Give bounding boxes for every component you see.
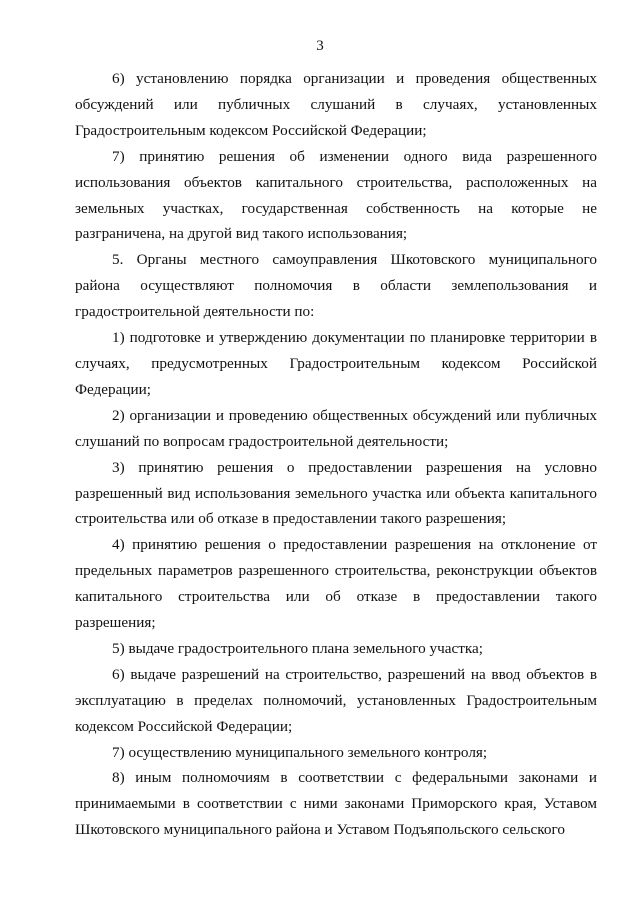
paragraph-item-2-hearings: 2) организации и проведению общественных обсуждений или публичных слушаний по вопросам градостроительной деятельности;	[75, 406, 597, 450]
paragraph-item-3-conditional-use: 3) принятию решения о предоставлении разрешения на условно разрешенный вид использования земельного участка или объекта капитального строительства или об отказе в предоставлении такого разрешения;	[75, 458, 597, 528]
paragraph-item-7-land-use-change: 7) принятию решения об изменении одного вида разрешенного использования объектов капитального строительства, расположенных на земельных участках, государственная собственность на которые не разграничена, на другой вид такого использования;	[75, 147, 597, 243]
paragraph-item-7-land-control: 7) осуществлению муниципального земельного контроля;	[112, 743, 488, 761]
page-number: 3	[316, 38, 324, 54]
paragraph-item-1-planning-docs: 1) подготовке и утверждению документации по планировке территории в случаях, предусмотренных Градостроительным кодексом Российской Федерации;	[75, 329, 597, 398]
paragraph-item-6-public-hearings: 6) установлению порядка организации и проведения общественных обсуждений или публичных слушаний в случаях, установленных Градостроительным кодексом Российской Федерации;	[75, 70, 597, 139]
paragraph-section-5-district-powers: 5. Органы местного самоуправления Шкотовского муниципального района осуществляют полномочия в области землепользования и градостроительной деятельности по:	[75, 251, 597, 321]
paragraph-item-4-deviation-permit: 4) принятию решения о предоставлении разрешения на отклонение от предельных параметров разрешенного строительства, реконструкции объектов капитального строительства или об отказе в предоставлении такого разрешения;	[75, 536, 597, 632]
paragraph-item-8-other-powers: 8) иным полномочиям в соответствии с федеральными законами и принимаемыми в соответствии с ними законами Приморского края, Уставом Шкотовского муниципального района и Уставом Подъяпольского сельского	[75, 769, 597, 839]
paragraph-item-6-building-permits: 6) выдаче разрешений на строительство, разрешений на ввод объектов в эксплуатацию в пределах полномочий, установленных Градостроительным кодексом Российской Федерации;	[75, 665, 597, 735]
paragraph-item-5-urban-plan: 5) выдаче градостроительного плана земельного участка;	[112, 639, 483, 657]
document-body	[75, 66, 597, 843]
